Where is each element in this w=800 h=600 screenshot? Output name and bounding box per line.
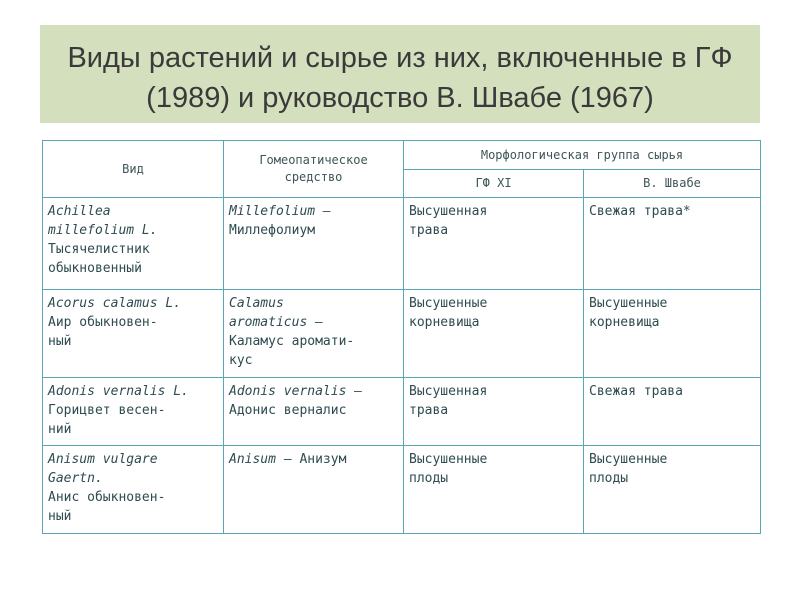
russian-name: Анис обыкновен- [48,490,166,505]
schwabe-value: корневища [589,315,660,330]
species-table [42,140,761,534]
header-morph-group: Морфологическая группа сырья [404,141,761,170]
header-gf: ГФ XI [404,170,584,198]
russian-name: ный [48,509,72,524]
remedy-line: Millefolium — [229,204,331,219]
remedy-cell [224,446,404,534]
gf-cell [404,446,584,534]
latin-name: Anisum vulgare [48,452,158,467]
header-schwabe: В. Швабе [584,170,761,198]
schwabe-cell [584,198,761,290]
schwabe-cell [584,378,761,446]
table-row [43,198,761,290]
russian-name: ный [48,334,72,349]
remedy-cell [224,290,404,378]
schwabe-cell [584,446,761,534]
species-cell [43,446,224,534]
table-row [43,378,761,446]
species-cell [43,290,224,378]
remedy-cell [224,198,404,290]
russian-name: Тысячелистник [48,242,150,257]
slide-title [40,38,760,118]
remedy-line: Adonis vernalis — [229,384,363,399]
gf-value: корневища [409,315,480,330]
gf-value: Высушенные [409,452,488,467]
latin-name: millefolium L. [48,223,158,238]
gf-value: Высушенная [409,204,488,219]
header-remedy-line-1: Гомеопатическое [259,153,368,167]
gf-value: трава [409,403,449,418]
gf-cell [404,290,584,378]
latin-name: Acorus calamus L. [48,296,182,311]
remedy-line: Anisum — Анизум [229,452,347,467]
slide-title-line-2: (1989) и руководство В. Швабе (1967) [146,82,654,114]
header-species: Вид [43,141,224,198]
gf-cell [404,198,584,290]
remedy-line: Адонис верналис [229,403,347,418]
remedy-cell [224,378,404,446]
header-remedy [224,141,404,198]
schwabe-cell [584,290,761,378]
remedy-line: кус [229,353,253,368]
header-remedy-line-2: средство [284,170,343,184]
table-body [43,198,761,534]
russian-name: Аир обыкновен- [48,315,158,330]
species-cell [43,378,224,446]
gf-cell [404,378,584,446]
schwabe-value: Свежая трава [589,384,683,399]
remedy-line: Миллефолиум [229,223,316,238]
table-row [43,446,761,534]
latin-name: Achillea [48,204,111,219]
russian-name: Горицвет весен- [48,403,166,418]
gf-value: Высушенные [409,296,488,311]
gf-value: трава [409,223,449,238]
remedy-line: Каламус аромати- [229,334,355,349]
schwabe-value: Высушенные [589,296,668,311]
russian-name: ний [48,422,72,437]
russian-name: обыкновенный [48,261,142,276]
remedy-line: Calamus [229,296,284,311]
table-row [43,290,761,378]
latin-name: Gaertn. [48,471,103,486]
gf-value: плоды [409,471,449,486]
latin-name: Adonis vernalis L. [48,384,189,399]
schwabe-value: Высушенные [589,452,668,467]
schwabe-value: Свежая трава* [589,204,691,219]
species-cell [43,198,224,290]
remedy-line: aromaticus — [229,315,323,330]
gf-value: Высушенная [409,384,488,399]
slide-title-line-1: Виды растений и сырье из них, включенные в ГФ [67,42,733,74]
schwabe-value: плоды [589,471,629,486]
